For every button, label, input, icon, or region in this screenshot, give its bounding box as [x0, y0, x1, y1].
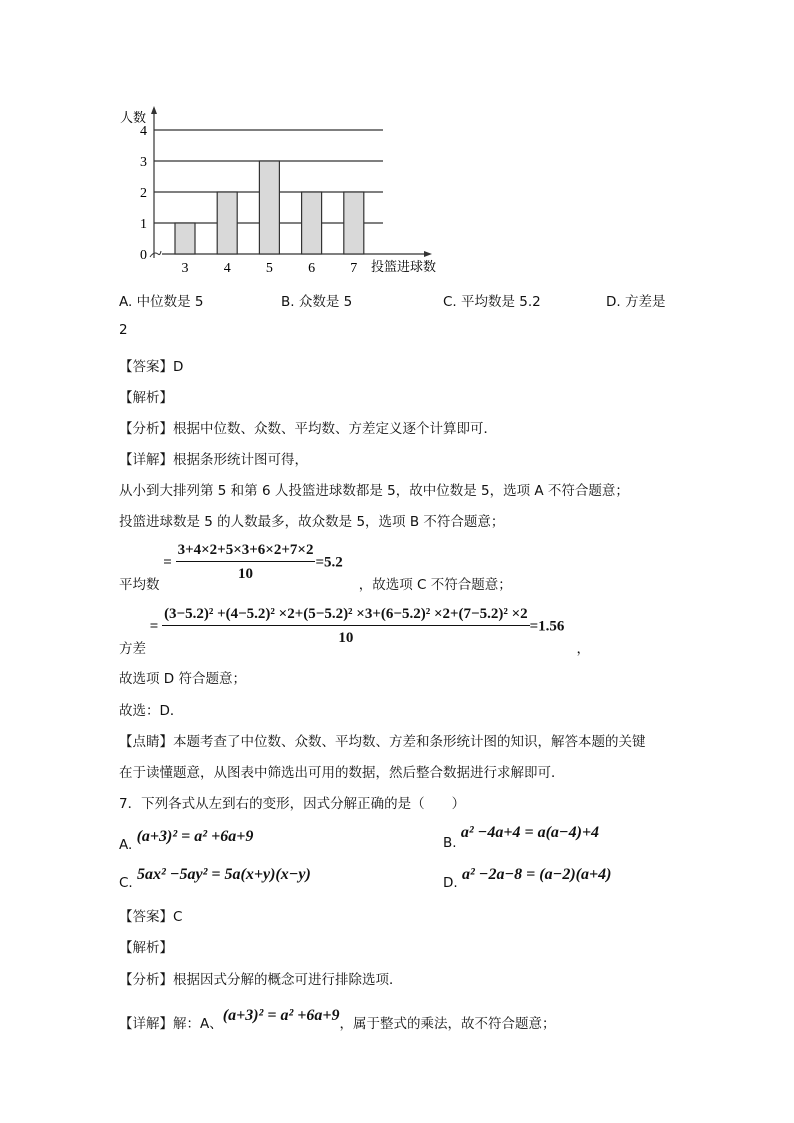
option-c: C. 平均数是 5.2: [443, 294, 541, 310]
q7-answer: 【答案】C: [119, 909, 183, 925]
q7-option-d: D. a² −2a−8 = (a−2)(a+4): [443, 866, 612, 891]
text-line: 故选：D．: [119, 703, 184, 719]
fenxi: 【分析】根据中位数、众数、平均数、方差定义逐个计算即可．: [119, 421, 497, 437]
y-tick-label: 2: [140, 186, 147, 201]
x-tick-label: 3: [181, 261, 189, 276]
bar-chart: [0, 0, 794, 290]
bar: [175, 223, 195, 254]
q7-option-a: A. (a+3)² = a² +6a+9: [119, 828, 254, 853]
xiangjie: 【详解】根据条形统计图可得，: [119, 452, 308, 468]
text-line: 投篮进球数是 5 的人数最多，故众数是 5，选项 B 不符合题意；: [119, 514, 505, 530]
q7-fenxi: 【分析】根据因式分解的概念可进行排除选项．: [119, 972, 403, 988]
y-axis-label: 人数: [120, 111, 147, 126]
mean-formula: 平均数 = $\frac{3+4\times 2+5\times 3+6\times 2+7\times 2}{10}$ =5.2，故选项 C 不符合题意；: [119, 542, 512, 593]
q7-option-c: C. 5ax² −5ay² = 5a(x+y)(x−y): [119, 866, 311, 891]
variance-formula: 方差 = $\frac{\text{(3−5.2)² +(4−5.2)² ×2+(5−5.2)² ×3+(6−5.2)² ×2+(7−5.2)² ×2}}{10}$ =1.56，: [119, 606, 590, 657]
y-axis-arrow: [151, 106, 157, 114]
y-tick-label: 0: [140, 248, 147, 263]
x-tick-label: 5: [265, 261, 273, 276]
text-line: 故选项 D 符合题意；: [119, 671, 246, 687]
bar: [259, 161, 279, 254]
q7-option-b: B. a² −4a+4 = a(a−4)+4: [443, 824, 600, 851]
dianjing-cont: 在于读懂题意，从图表中筛选出可用的数据，然后整合数据进行求解即可．: [119, 765, 565, 781]
y-tick-label: 4: [140, 124, 147, 139]
q7-stem: 7．下列各式从左到右的变形，因式分解正确的是（ ）: [119, 796, 466, 812]
x-axis-arrow: [424, 251, 432, 257]
option-a: A. 中位数是 5: [119, 294, 204, 310]
axis-break: [150, 251, 161, 257]
x-tick-label: 6: [308, 261, 316, 276]
x-tick-label: 4: [223, 261, 231, 276]
bar: [344, 192, 364, 254]
q7-jiexi: 【解析】: [119, 940, 173, 956]
option-d-cont: 2: [119, 322, 128, 338]
y-tick-label: 3: [140, 155, 147, 170]
bar: [302, 192, 322, 254]
x-axis-label: 投篮进球数: [371, 260, 437, 275]
dianjing: 【点睛】本题考查了中位数、众数、平均数、方差和条形统计图的知识，解答本题的关键: [119, 734, 646, 750]
q7-xiangjie: 【详解】解：A、(a+3)² = a² +6a+9，属于整式的乘法，故不符合题意；: [119, 1007, 556, 1032]
y-tick-label: 1: [140, 217, 147, 232]
option-b: B. 众数是 5: [281, 294, 353, 310]
option-d: D. 方差是: [606, 294, 666, 310]
answer: 【答案】D: [119, 359, 184, 375]
jiexi: 【解析】: [119, 390, 173, 406]
x-tick-label: 7: [350, 261, 358, 276]
text-line: 从小到大排列第 5 和第 6 人投篮进球数都是 5，故中位数是 5，选项 A 不符合题意；: [119, 483, 629, 499]
bar: [217, 192, 237, 254]
